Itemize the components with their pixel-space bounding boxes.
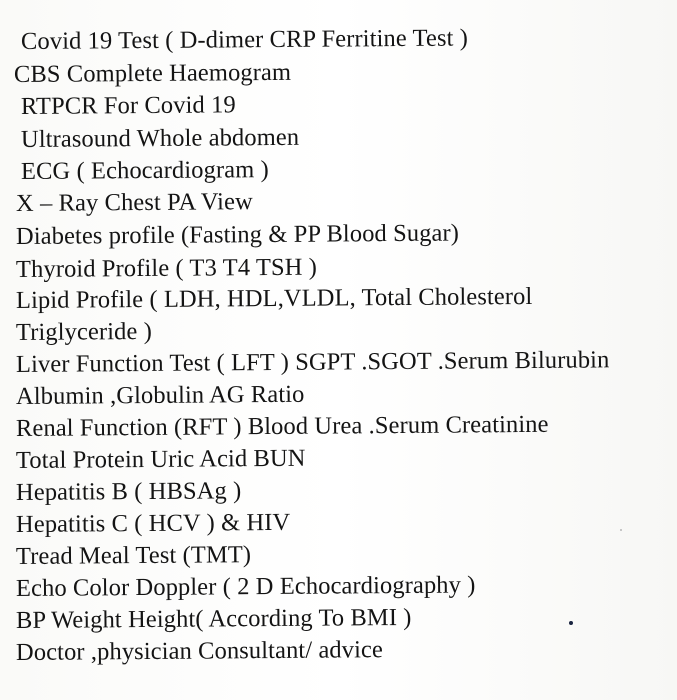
list-line: Thyroid Profile ( T3 T4 TSH ): [15, 253, 318, 283]
list-line: Triglyceride ): [15, 317, 153, 346]
list-line: Renal Function (RFT ) Blood Urea .Serum Creatinine: [15, 410, 549, 442]
list-line: CBS Complete Haemogram: [13, 58, 292, 88]
list-line: Total Protein Uric Acid BUN: [15, 444, 306, 474]
list-line: ECG ( Echocardiogram ): [20, 156, 269, 185]
list-line: BP Weight Height( According To BMI ): [15, 603, 412, 634]
list-line: Covid 19 Test ( D-dimer CRP Ferritine Test ): [20, 24, 469, 55]
list-line: RTPCR For Covid 19: [20, 91, 236, 120]
list-line: Diabetes profile (Fasting & PP Blood Sugar): [15, 219, 460, 250]
list-line: Tread Meal Test (TMT): [15, 541, 252, 570]
list-line: Lipid Profile ( LDH, HDL,VLDL, Total Cholesterol: [15, 282, 533, 314]
list-line: X – Ray Chest PA View: [15, 188, 253, 217]
paper-speck: [620, 529, 622, 531]
list-line: Hepatitis C ( HCV ) & HIV: [15, 508, 291, 538]
list-line: Ultrasound Whole abdomen: [20, 123, 300, 153]
list-line: Doctor ,physician Consultant/ advice: [15, 636, 384, 666]
list-line: Liver Function Test ( LFT ) SGPT .SGOT .Serum Bilurubin: [15, 346, 610, 378]
list-line: Albumin ,Globulin AG Ratio: [15, 380, 305, 410]
list-line: Hepatitis B ( HBSAg ): [15, 477, 242, 506]
ink-dot: [569, 621, 573, 625]
list-line: Echo Color Doppler ( 2 D Echocardiography ): [15, 571, 476, 602]
